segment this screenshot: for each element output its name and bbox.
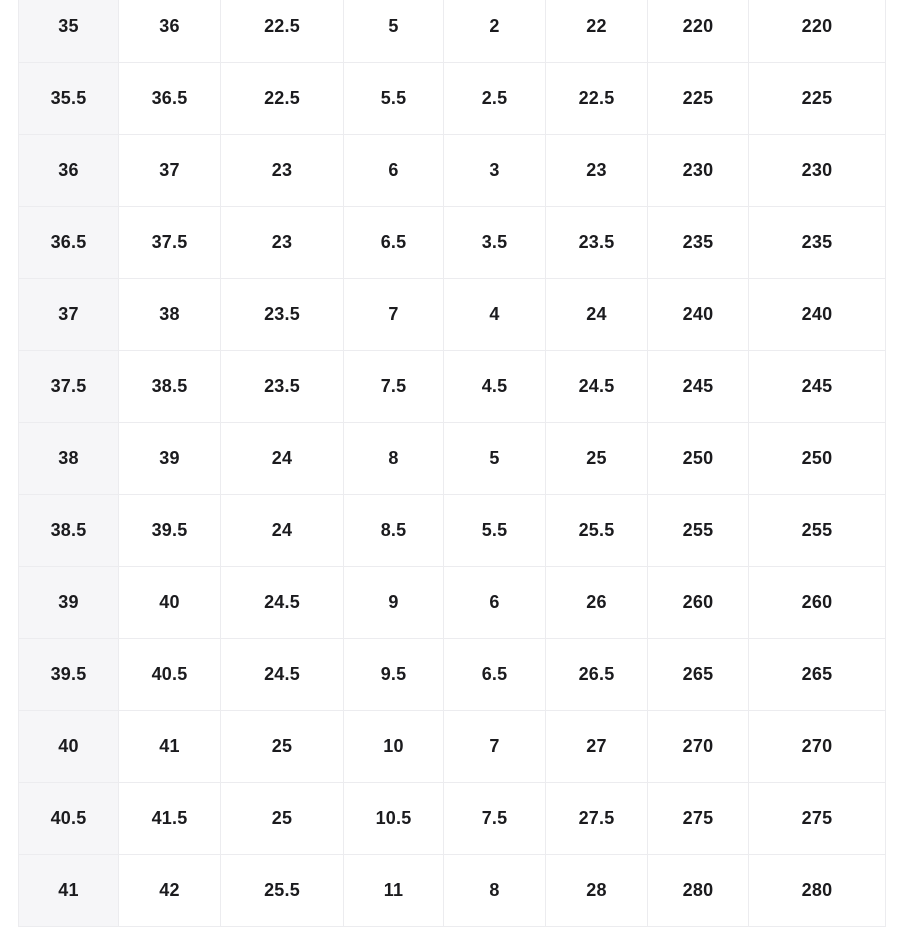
table-cell: 37.5	[119, 207, 221, 279]
table-cell: 6	[444, 567, 546, 639]
table-cell: 7	[444, 711, 546, 783]
table-cell: 270	[648, 711, 749, 783]
table-row	[19, 0, 886, 63]
table-cell: 10	[344, 711, 444, 783]
table-cell: 7.5	[444, 783, 546, 855]
table-cell: 4	[444, 279, 546, 351]
table-cell: 40.5	[119, 639, 221, 711]
table-cell: 235	[749, 207, 886, 279]
table-cell: 4.5	[444, 351, 546, 423]
table-cell: 6.5	[444, 639, 546, 711]
table-row	[19, 207, 886, 279]
table-cell: 41.5	[119, 783, 221, 855]
table-cell: 24	[221, 495, 344, 567]
table-cell: 24.5	[546, 351, 648, 423]
table-body	[19, 0, 886, 927]
table-row	[19, 495, 886, 567]
table-row	[19, 279, 886, 351]
table-cell: 28	[546, 855, 648, 927]
table-cell: 265	[648, 639, 749, 711]
table-cell: 23.5	[546, 207, 648, 279]
table-cell: 40	[119, 567, 221, 639]
table-cell: 24.5	[221, 639, 344, 711]
table-cell: 26.5	[546, 639, 648, 711]
table-cell: 230	[648, 135, 749, 207]
table-cell: 5.5	[344, 63, 444, 135]
table-cell: 36	[119, 0, 221, 63]
table-cell: 220	[749, 0, 886, 63]
table-cell: 23.5	[221, 279, 344, 351]
table-cell: 245	[749, 351, 886, 423]
table-cell: 250	[648, 423, 749, 495]
table-cell: 27.5	[546, 783, 648, 855]
table-cell: 39.5	[119, 495, 221, 567]
table-cell: 260	[648, 567, 749, 639]
table-cell: 230	[749, 135, 886, 207]
table-cell: 3.5	[444, 207, 546, 279]
table-row	[19, 855, 886, 927]
table-cell: 235	[648, 207, 749, 279]
row-header-cell: 40.5	[19, 783, 119, 855]
table-cell: 280	[749, 855, 886, 927]
table-row	[19, 351, 886, 423]
table-cell: 8	[444, 855, 546, 927]
row-header-cell: 38	[19, 423, 119, 495]
table-cell: 22.5	[546, 63, 648, 135]
table-cell: 7.5	[344, 351, 444, 423]
table-cell: 24	[221, 423, 344, 495]
row-header-cell: 41	[19, 855, 119, 927]
table-cell: 275	[648, 783, 749, 855]
table-cell: 3	[444, 135, 546, 207]
table-cell: 23	[546, 135, 648, 207]
table-cell: 24.5	[221, 567, 344, 639]
table-cell: 270	[749, 711, 886, 783]
row-header-cell: 35	[19, 0, 119, 63]
table-cell: 10.5	[344, 783, 444, 855]
table-cell: 265	[749, 639, 886, 711]
table-cell: 240	[648, 279, 749, 351]
table-cell: 25.5	[546, 495, 648, 567]
table-cell: 25.5	[221, 855, 344, 927]
table-cell: 23	[221, 135, 344, 207]
table-row	[19, 783, 886, 855]
table-cell: 27	[546, 711, 648, 783]
table-row	[19, 711, 886, 783]
table-cell: 255	[749, 495, 886, 567]
table-cell: 250	[749, 423, 886, 495]
table-row	[19, 423, 886, 495]
table-cell: 9	[344, 567, 444, 639]
table-cell: 6	[344, 135, 444, 207]
row-header-cell: 38.5	[19, 495, 119, 567]
table-cell: 41	[119, 711, 221, 783]
table-cell: 260	[749, 567, 886, 639]
table-cell: 11	[344, 855, 444, 927]
table-cell: 38	[119, 279, 221, 351]
table-row	[19, 567, 886, 639]
table-cell: 5	[344, 0, 444, 63]
table-cell: 2	[444, 0, 546, 63]
table-cell: 23	[221, 207, 344, 279]
table-cell: 25	[546, 423, 648, 495]
table-cell: 25	[221, 711, 344, 783]
table-cell: 225	[648, 63, 749, 135]
row-header-cell: 40	[19, 711, 119, 783]
table-cell: 8	[344, 423, 444, 495]
table-cell: 22	[546, 0, 648, 63]
table-cell: 37	[119, 135, 221, 207]
table-cell: 280	[648, 855, 749, 927]
table-cell: 225	[749, 63, 886, 135]
table-cell: 24	[546, 279, 648, 351]
table-cell: 22.5	[221, 0, 344, 63]
table-cell: 42	[119, 855, 221, 927]
table-cell: 7	[344, 279, 444, 351]
table-cell: 5.5	[444, 495, 546, 567]
table-cell: 5	[444, 423, 546, 495]
table-row	[19, 63, 886, 135]
table-cell: 245	[648, 351, 749, 423]
table-cell: 23.5	[221, 351, 344, 423]
table-row	[19, 639, 886, 711]
table-cell: 275	[749, 783, 886, 855]
table-cell: 2.5	[444, 63, 546, 135]
table-cell: 26	[546, 567, 648, 639]
row-header-cell: 37	[19, 279, 119, 351]
table-row	[19, 135, 886, 207]
table-cell: 255	[648, 495, 749, 567]
row-header-cell: 36	[19, 135, 119, 207]
table-cell: 22.5	[221, 63, 344, 135]
table-cell: 36.5	[119, 63, 221, 135]
table-cell: 39	[119, 423, 221, 495]
table-cell: 8.5	[344, 495, 444, 567]
row-header-cell: 37.5	[19, 351, 119, 423]
size-chart-scroll-area[interactable]	[18, 0, 886, 927]
row-header-cell: 39	[19, 567, 119, 639]
table-cell: 25	[221, 783, 344, 855]
row-header-cell: 36.5	[19, 207, 119, 279]
table-cell: 220	[648, 0, 749, 63]
table-cell: 6.5	[344, 207, 444, 279]
table-cell: 9.5	[344, 639, 444, 711]
table-cell: 38.5	[119, 351, 221, 423]
row-header-cell: 39.5	[19, 639, 119, 711]
table-cell: 240	[749, 279, 886, 351]
size-conversion-table	[18, 0, 886, 927]
row-header-cell: 35.5	[19, 63, 119, 135]
